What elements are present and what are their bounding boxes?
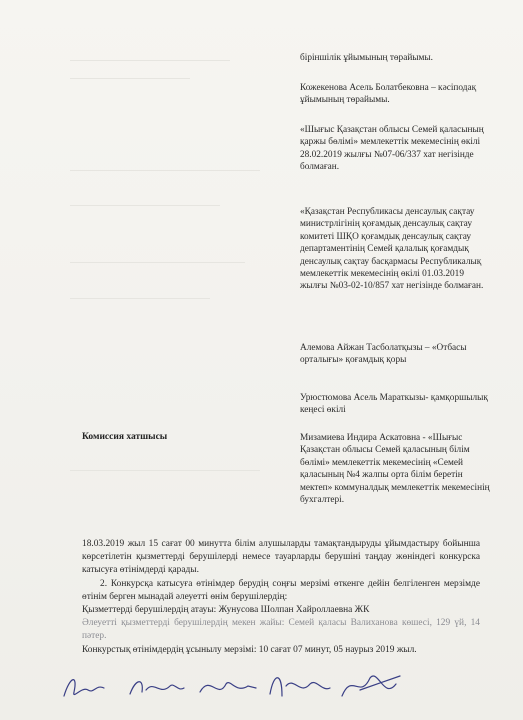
secretary-label: Комиссия хатшысы xyxy=(82,432,168,442)
bleed-through-line xyxy=(70,60,230,61)
member-entry-6 xyxy=(300,392,490,417)
paragraph-review: 18.03.2019 жыл 15 сағат 00 минутта білім алушыларды тамақтандыруды ұйымдастыру бойынша көрсетілетін қызметтерді берушілерді немесе тауарларды берушіні таңдау жөніндегі конкурска катысуға өтінімдерді қарады. xyxy=(82,539,480,576)
signature-4 xyxy=(270,678,330,696)
signature-3 xyxy=(200,683,256,692)
member-text: біріншілік ұйымының төрайымы. xyxy=(300,53,434,63)
signature-5 xyxy=(342,676,400,696)
member-entry-2 xyxy=(300,82,490,107)
bleed-through-line xyxy=(70,78,190,79)
signatures-row xyxy=(60,666,480,706)
bleed-through-line xyxy=(70,205,220,206)
member-text: «Қазақстан Республикасы денсаулық сақтау министрлігінің қоғамдық денсаулық сақтау комитеті ШҚО қоғамдық денсаулық сақтау департаментінің Семей қалалық қоғамдық денсаулық сақтау басқармасы Республикалық мемлекеттік мекемесінің өкілі 01.03.2019 жылғы №03-02-10/857 хат негізінде болмаған. xyxy=(300,207,484,292)
member-text: «Шығыс Қазақстан облысы Семей қаласының қаржы бөлімі» мемлекеттік мекемесінің өкілі 28.02.2019 жылғы №07-06/337 хат негізінде болмаған. xyxy=(300,125,484,173)
member-entry-4 xyxy=(300,206,490,293)
bleed-through-line xyxy=(70,170,260,171)
member-entry-5 xyxy=(300,342,490,367)
bleed-through-line xyxy=(70,262,245,263)
bleed-through-line xyxy=(70,470,260,471)
paragraph-supplier-name: Қызметтерді берушілердің атауы: Жунусова Шолпан Хайроллаевна ЖК xyxy=(82,605,370,616)
member-entry-1 xyxy=(300,52,490,64)
signature-2 xyxy=(130,682,184,694)
member-entry-3 xyxy=(300,124,490,174)
member-text: Кожекенова Асель Болатбековна – кәсіподақ ұйымының төрайымы. xyxy=(300,83,477,106)
signature-1 xyxy=(64,680,104,696)
bleed-through-line xyxy=(70,298,210,299)
paragraph-supplier-address: Әлеуетті қызметтерді берушілердің мекен жайы: Семей қаласы Валиханова көшесі, 129 үй, 14 пәтер. xyxy=(82,618,480,642)
minutes-body xyxy=(82,538,480,657)
paragraph-submission-time: Конкурстық өтінімдердің ұсынылу мерзімі: 10 сағат 07 минут, 05 наурыз 2019 жыл. xyxy=(82,644,417,655)
member-entry-7 xyxy=(300,432,490,506)
member-text: Урюстюмова Асель Мараткызы- қамқоршылық кеңесі өкілі xyxy=(300,393,488,416)
member-text: Мизамиева Индира Аскатовна - «Шығыс Қазақстан облысы Семей қаласының білім бөлімі» мемлекеттік мекемесінің «Семей қаласының №4 жалпы орта білім беретін мектеп» коммуналдық мемлекеттік мекемесінің бухгалтері. xyxy=(300,433,490,506)
member-text: Алемова Айжан Тасболатқызы – «Отбасы орталығы» қоғамдық қоры xyxy=(300,343,467,366)
paragraph-applications: 2. Конкурсқа катысуға өтінімдер берудің соңғы мерзімі өткенге дейін белгіленген мерзімде өтінім берген мынадай әлеуетті өнім берушілердің: xyxy=(82,578,480,602)
